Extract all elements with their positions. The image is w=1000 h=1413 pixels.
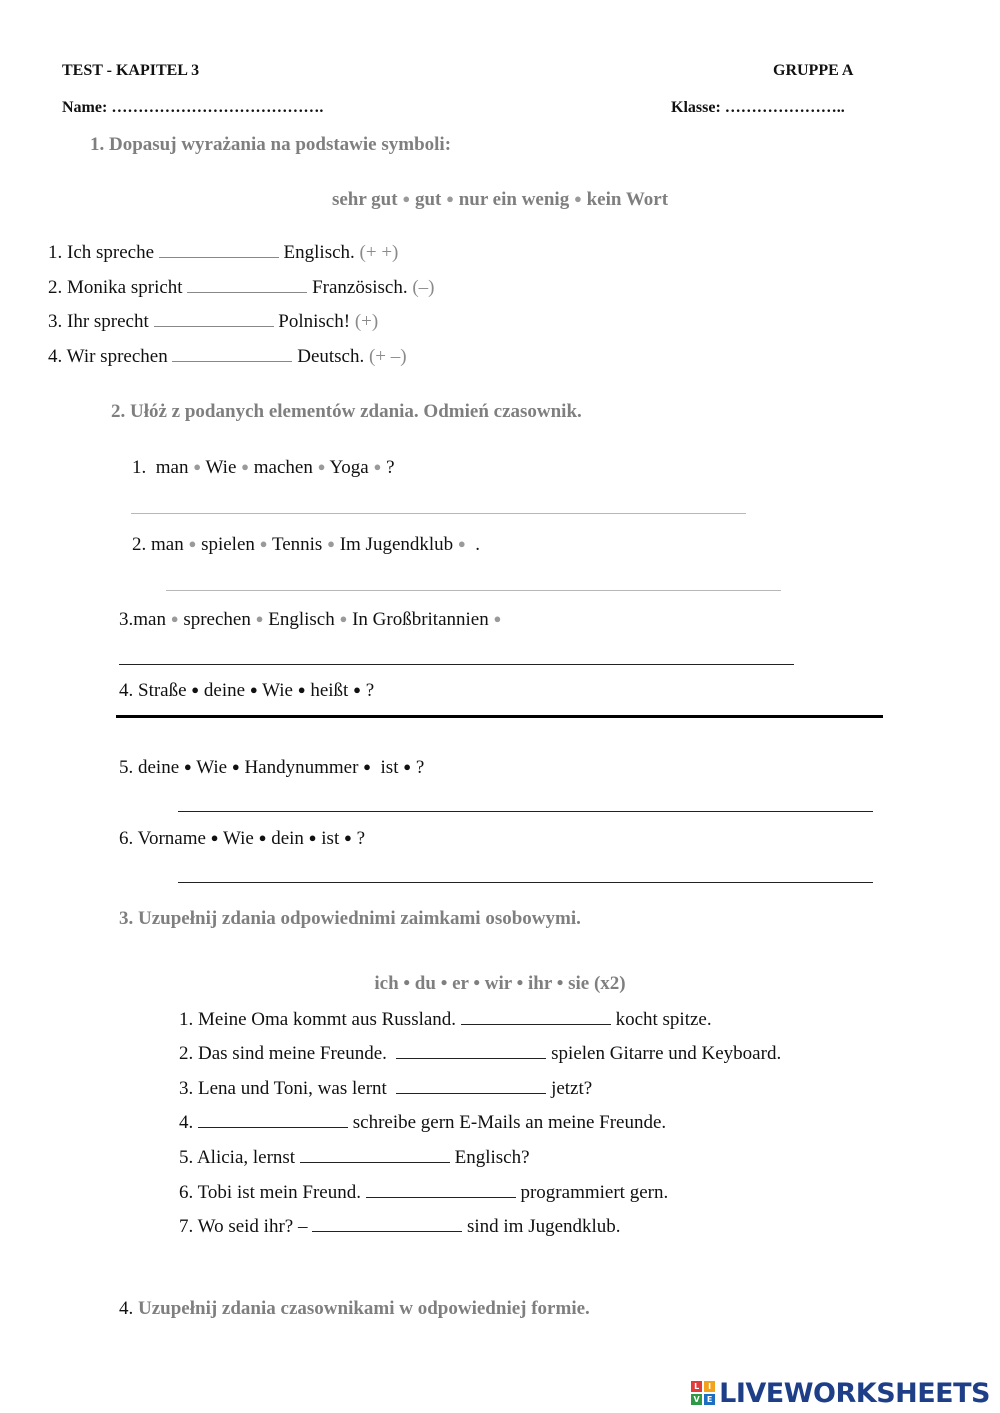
section1-sentence: 1. Ich spreche Englisch. (+ +) — [48, 242, 399, 263]
section1-instruction: 1. Dopasuj wyrażania na podstawie symboli: — [90, 134, 452, 155]
answer-line[interactable] — [178, 882, 873, 883]
logo-text: LIVEWORKSHEETS — [719, 1377, 990, 1409]
answer-line[interactable] — [116, 715, 883, 718]
section3-sentence: 1. Meine Oma kommt aus Russland. kocht spitze. — [179, 1009, 712, 1030]
word-bank-item: sehr gut — [331, 189, 398, 210]
section2-item: 1. man ● Wie ● machen ● Yoga ● ? — [132, 457, 395, 478]
liveworksheets-logo — [691, 1376, 990, 1410]
answer-blank[interactable] — [366, 1182, 516, 1198]
answer-line[interactable] — [119, 664, 794, 665]
symbol-hint: (–) — [412, 277, 435, 298]
section2-instruction: 2. Ułóż z podanych elementów zdania. Odmień czasownik. — [111, 401, 582, 422]
answer-blank[interactable] — [159, 242, 279, 258]
section3-sentence: 7. Wo seid ihr? – sind im Jugendklub. — [179, 1216, 621, 1237]
section3-sentence: 3. Lena und Toni, was lernt jetzt? — [179, 1078, 593, 1099]
answer-blank[interactable] — [396, 1078, 546, 1094]
section3-word-bank: ich • du • er • wir • ihr • sie (x2) — [374, 973, 626, 994]
section3-instruction: 3. Uzupełnij zdania odpowiednimi zaimkami osobowymi. — [119, 908, 581, 929]
section2-item: 6. Vorname ● Wie ● dein ● ist ● ? — [119, 828, 366, 849]
answer-line[interactable] — [166, 590, 781, 591]
section3-sentence: 2. Das sind meine Freunde. spielen Gitarre und Keyboard. — [179, 1043, 782, 1064]
test-title: TEST - KAPITEL 3 — [62, 62, 200, 79]
answer-line[interactable] — [131, 513, 746, 514]
word-bank-item: gut — [414, 189, 442, 210]
logo-icon: L I V E — [691, 1381, 715, 1405]
word-bank-item: kein Wort — [586, 189, 669, 210]
answer-blank[interactable] — [198, 1112, 348, 1128]
section1-sentence: 4. Wir sprechen Deutsch. (+ –) — [48, 346, 407, 367]
answer-blank[interactable] — [396, 1043, 546, 1059]
section4-instruction: 4. Uzupełnij zdania czasownikami w odpowiedniej formie. — [119, 1298, 590, 1319]
class-field[interactable]: Klasse: ………………….. — [671, 99, 845, 116]
word-bank-item: nur ein wenig — [458, 189, 570, 210]
section3-sentence: 6. Tobi ist mein Freund. programmiert gern. — [179, 1182, 669, 1203]
section2-item: 4. Straße ● deine ● Wie ● heißt ● ? — [119, 680, 375, 701]
answer-line[interactable] — [178, 811, 873, 812]
section2-item: 2. man ● spielen ● Tennis ● Im Jugendklub ● . — [132, 534, 481, 555]
section1-word-bank: sehr gut ● gut ● nur ein wenig ● kein Wort — [331, 189, 669, 210]
symbol-hint: (+ –) — [368, 346, 407, 367]
section2-item: 5. deine ● Wie ● Handynummer ● ist ● ? — [119, 757, 425, 778]
answer-blank[interactable] — [461, 1009, 611, 1025]
answer-blank[interactable] — [172, 346, 292, 362]
section2-item: 3.man ● sprechen ● Englisch ● In Großbritannien ● — [119, 609, 502, 630]
answer-blank[interactable] — [187, 277, 307, 293]
section3-sentence: 5. Alicia, lernst Englisch? — [179, 1147, 530, 1168]
name-field[interactable]: Name: …………………………………. — [62, 99, 324, 116]
symbol-hint: (+) — [354, 311, 379, 332]
answer-blank[interactable] — [300, 1147, 450, 1163]
section1-sentence: 3. Ihr sprecht Polnisch! (+) — [48, 311, 379, 332]
group-label: GRUPPE A — [773, 62, 854, 79]
section1-sentence: 2. Monika spricht Französisch. (–) — [48, 277, 435, 298]
section3-sentence: 4. schreibe gern E-Mails an meine Freunde. — [179, 1112, 667, 1133]
symbol-hint: (+ +) — [359, 242, 399, 263]
answer-blank[interactable] — [312, 1216, 462, 1232]
answer-blank[interactable] — [154, 311, 274, 327]
